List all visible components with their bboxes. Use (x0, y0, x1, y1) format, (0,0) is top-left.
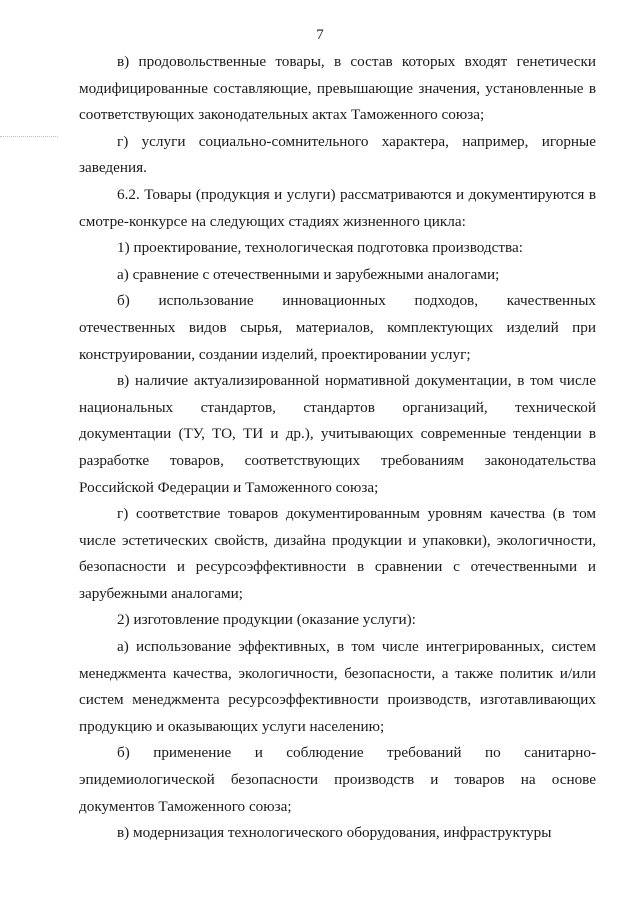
paragraph-stage-2-item-a: а) использование эффективных, в том числе интегрированных, систем менеджмента качества, экологичности, безопасности, а также политик и/или систем менеджмента ресурсоэффективности производств, изготавливающих продукцию и оказывающих услуги населению; (79, 638, 596, 735)
paragraph-stage-2-manufacturing: 2) изготовление продукции (оказание услуги): (117, 611, 416, 629)
paragraph-clause-6-2: 6.2. Товары (продукция и услуги) рассматриваются и документируются в смотре-конкурсе на следующих стадиях жизненного цикла: (79, 185, 596, 230)
scan-margin-mark (0, 136, 58, 137)
paragraph-stage-2-item-b: б) применение и соблюдение требований по санитарно-эпидемиологической безопасности производств и товаров на основе документов Таможенного союза; (79, 744, 596, 815)
paragraph-stage-1-item-b: б) использование инновационных подходов, качественных отечественных видов сырья, материалов, комплектующих изделий при конструировании, создании изделий, проектировании услуг; (79, 292, 596, 363)
paragraph-item-g-gambling-services: г) услуги социально-сомнительного характера, например, игорные заведения. (79, 132, 596, 177)
paragraph-item-v-gmo-foods: в) продовольственные товары, в состав которых входят генетически модифицированные составляющие, превышающие значения, установленные в соответствующих законодательных актах Таможенного союза; (79, 53, 596, 124)
page-number: 7 (316, 27, 324, 43)
body-text (79, 49, 596, 847)
paragraph-stage-2-item-v: в) модернизация технологического оборудования, инфраструктуры (117, 824, 552, 842)
paragraph-stage-1-design: 1) проектирование, технологическая подготовка производства: (117, 239, 523, 257)
paragraph-stage-1-item-v: в) наличие актуализированной нормативной документации, в том числе национальных стандартов, стандартов организаций, технической документации (ТУ, ТО, ТИ и др.), учитывающих современные тенденции в разработке товаров, соответствующих требованиям законодательства Российской Федерации и Таможенного союза; (79, 372, 596, 496)
paragraph-stage-1-item-g: г) соответствие товаров документированным уровням качества (в том числе эстетических свойств, дизайна продукции и упаковки), экологичности, безопасности и ресурсоэффективности в сравнении с отечественными и зарубежными аналогами; (79, 505, 596, 602)
paragraph-stage-1-item-a: а) сравнение с отечественными и зарубежными аналогами; (117, 265, 500, 283)
